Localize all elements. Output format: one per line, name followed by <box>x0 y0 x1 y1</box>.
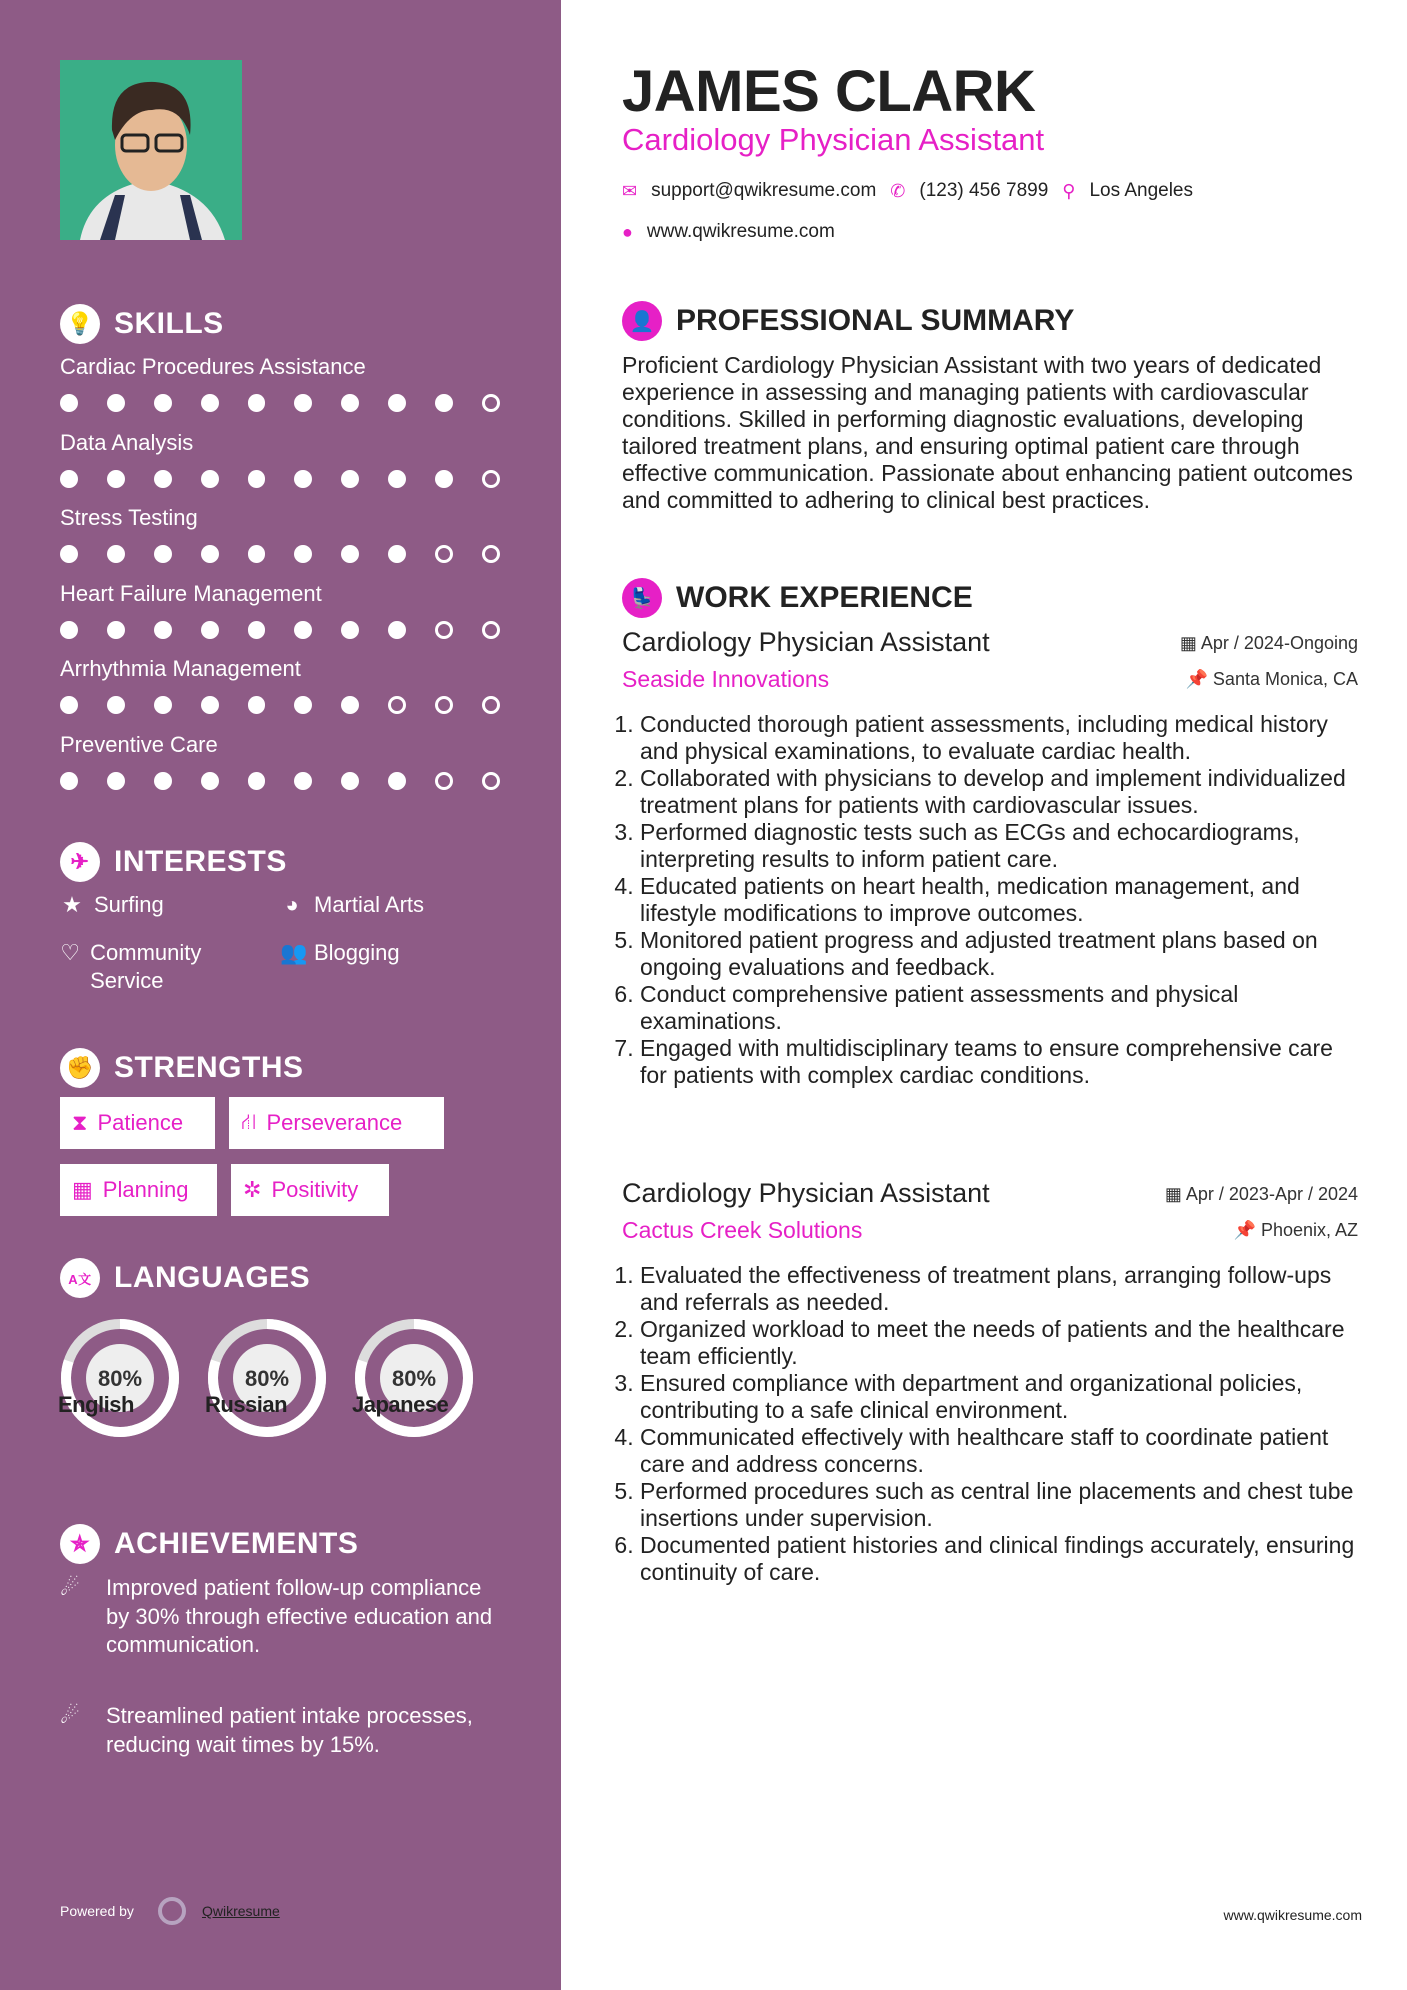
work-heading: 💺 WORK EXPERIENCE <box>622 578 973 618</box>
rating-dot <box>294 470 312 488</box>
skill-item <box>60 732 500 790</box>
language-percent: 80% <box>391 1366 437 1391</box>
rating-dot <box>388 772 406 790</box>
language-progress-ring <box>58 1316 182 1440</box>
rating-dot <box>482 470 500 488</box>
company-name: Cactus Creek Solutions <box>622 1217 863 1243</box>
rating-dot <box>341 394 359 412</box>
calendar-icon: ▦ <box>72 1177 93 1202</box>
language-icon: A文 <box>60 1258 100 1298</box>
job-entry <box>622 627 1358 1089</box>
skill-rating <box>60 772 500 790</box>
email-link[interactable]: support@qwikresume.com <box>651 180 877 201</box>
rating-dot <box>248 545 266 563</box>
rating-dot <box>482 696 500 714</box>
star-icon: ★ <box>62 892 82 917</box>
interest-item: ★ Surfing <box>60 891 164 919</box>
language-percent: 80% <box>244 1366 290 1391</box>
skill-rating <box>60 470 500 488</box>
rating-dot <box>294 772 312 790</box>
sun-icon: ✲ <box>243 1177 262 1202</box>
candidate-title: Cardiology Physician Assistant <box>622 122 1045 157</box>
rating-dot <box>435 394 453 412</box>
language-item <box>205 1316 329 1445</box>
road-icon: ⛙ <box>241 1108 257 1134</box>
job-title: Cardiology Physician Assistant <box>622 627 990 657</box>
interest-item: 👥 Blogging <box>280 940 400 965</box>
skill-rating <box>60 696 500 714</box>
job-date: ▦ Apr / 2023-Apr / 2024 <box>1164 1184 1358 1204</box>
contact-row <box>622 180 1193 202</box>
rating-dot <box>341 696 359 714</box>
rating-dot <box>201 394 219 412</box>
language-name: Russian <box>205 1392 288 1417</box>
rating-dot <box>60 772 78 790</box>
skill-label: Heart Failure Management <box>60 580 322 606</box>
job-date: ▦ Apr / 2024-Ongoing <box>1179 633 1358 653</box>
paper-plane-icon: ✈ <box>60 842 100 882</box>
achievements-heading: ✯ ACHIEVEMENTS <box>60 1524 358 1564</box>
rating-dot <box>341 545 359 563</box>
rating-dot <box>154 470 172 488</box>
globe-icon: ● <box>622 221 633 242</box>
rating-dot <box>154 772 172 790</box>
interest-item: ◕ Martial Arts <box>280 891 424 919</box>
lightbulb-icon: 💡 <box>60 304 100 344</box>
rating-dot <box>248 772 266 790</box>
job-bullet: 3. Ensured compliance with department and organizational policies, contributing to a safe clinical environment. <box>640 1370 1358 1424</box>
rating-dot <box>341 470 359 488</box>
rating-dot <box>482 772 500 790</box>
skill-label: Preventive Care <box>60 731 218 757</box>
skill-label: Data Analysis <box>60 429 194 455</box>
rating-dot <box>341 772 359 790</box>
job-bullet: 1. Conducted thorough patient assessments, including medical history and physical examinations, to evaluate cardiac health. <box>640 711 1358 765</box>
rating-dot <box>60 394 78 412</box>
skill-item <box>60 430 500 488</box>
company-name: Seaside Innovations <box>622 666 830 692</box>
rating-dot <box>201 772 219 790</box>
achievement-item: ☄ Streamlined patient intake processes, reducing wait times by 15%. <box>60 1702 500 1759</box>
user-icon: 👤 <box>622 301 662 341</box>
rating-dot <box>435 696 453 714</box>
rating-dot <box>435 621 453 639</box>
skill-label: Arrhythmia Management <box>60 656 301 681</box>
achievement-item: ☄ Improved patient follow-up compliance by 30% through effective education and communication. <box>60 1574 500 1660</box>
rating-dot <box>341 621 359 639</box>
rating-dot <box>388 545 406 563</box>
interest-item: ♡ Community Service <box>60 940 202 993</box>
strengths-heading: ✊ STRENGTHS <box>60 1048 304 1088</box>
rating-dot <box>388 621 406 639</box>
rating-dot <box>60 621 78 639</box>
profile-photo <box>60 60 242 240</box>
job-entry <box>622 1178 1358 1586</box>
rating-dot <box>482 545 500 563</box>
skill-rating <box>60 545 500 563</box>
location-text: Los Angeles <box>1089 180 1193 201</box>
job-location: 📌 Phoenix, AZ <box>1233 1220 1358 1240</box>
skill-item <box>60 505 500 563</box>
powered-by-label: Powered by <box>60 1903 134 1919</box>
job-bullet: 1. Evaluated the effectiveness of treatment plans, arranging follow-ups and referrals as needed. <box>640 1262 1358 1316</box>
rating-dot <box>201 696 219 714</box>
hand-icon: ♡ <box>60 940 80 965</box>
phone-text: (123) 456 7899 <box>919 180 1049 201</box>
skill-rating <box>60 394 500 412</box>
rating-dot <box>154 545 172 563</box>
language-progress-ring <box>205 1316 329 1440</box>
skill-label: Stress Testing <box>60 505 198 530</box>
calendar-icon: ▦ <box>1164 1184 1186 1204</box>
qwikresume-link[interactable]: Qwikresume <box>202 1903 280 1919</box>
skill-label: Cardiac Procedures Assistance <box>60 354 366 379</box>
job-title: Cardiology Physician Assistant <box>622 1178 990 1208</box>
rating-dot <box>294 696 312 714</box>
rating-dot <box>388 696 406 714</box>
language-progress-ring <box>352 1316 476 1440</box>
interests-heading: ✈ INTERESTS <box>60 842 287 882</box>
rating-dot <box>388 470 406 488</box>
rating-dot <box>107 470 125 488</box>
rating-dot <box>435 545 453 563</box>
users-icon: 👥 <box>280 940 308 965</box>
sidebar <box>0 0 561 1990</box>
rating-dot <box>154 394 172 412</box>
website-row <box>622 221 835 243</box>
job-bullet: 6. Conduct comprehensive patient assessments and physical examinations. <box>640 981 1358 1035</box>
rating-dot <box>388 394 406 412</box>
rating-dot <box>107 696 125 714</box>
job-bullet: 7. Engaged with multidisciplinary teams to ensure comprehensive care for patients with complex cardiac conditions. <box>640 1035 1358 1089</box>
summary-text: Proficient Cardiology Physician Assistant with two years of dedicated experience in assessing and managing patients with cardiovascular conditions. Skilled in performing diagnostic evaluations, developing tailored treatment plans, and ensuring optimal patient care through effective communication. Passionate about enhancing patient outcomes and committed to adhering to clinical best practices. <box>622 352 1353 513</box>
rating-dot <box>248 621 266 639</box>
rating-dot <box>294 621 312 639</box>
job-bullet: 5. Monitored patient progress and adjusted treatment plans based on ongoing evaluations and feedback. <box>640 927 1358 981</box>
rating-dot <box>60 470 78 488</box>
rating-dot <box>482 621 500 639</box>
job-bullet: 4. Educated patients on heart health, medication management, and lifestyle modifications to improve outcomes. <box>640 873 1358 927</box>
rating-dot <box>248 696 266 714</box>
job-bullet: 4. Communicated effectively with healthcare staff to coordinate patient care and address concerns. <box>640 1424 1358 1478</box>
rating-dot <box>154 621 172 639</box>
rating-dot <box>482 394 500 412</box>
languages-heading: A文 LANGUAGES <box>60 1258 310 1298</box>
rating-dot <box>60 545 78 563</box>
skill-item <box>60 354 500 412</box>
job-bullet: 2. Collaborated with physicians to develop and implement individualized treatment plans for patients with cardiovascular issues. <box>640 765 1358 819</box>
hourglass-icon: ⧗ <box>72 1110 88 1135</box>
strength-tag: ✲ Positivity <box>231 1164 389 1216</box>
candidate-name: JAMES CLARK <box>622 59 1036 124</box>
rating-dot <box>154 696 172 714</box>
rating-dot <box>201 545 219 563</box>
strength-tag: ⛙ Perseverance <box>229 1097 444 1149</box>
rating-dot <box>107 545 125 563</box>
rating-dot <box>201 621 219 639</box>
skill-rating <box>60 621 500 639</box>
rating-dot <box>201 470 219 488</box>
qwikresume-logo-icon <box>158 1897 186 1925</box>
job-bullet: 2. Organized workload to meet the needs of patients and the healthcare team efficiently. <box>640 1316 1358 1370</box>
rating-dot <box>435 772 453 790</box>
achievement-star-icon: ✯ <box>60 1524 100 1564</box>
envelope-icon: ✉ <box>622 180 638 201</box>
language-item <box>58 1316 182 1445</box>
rating-dot <box>294 394 312 412</box>
job-bullet: 3. Performed diagnostic tests such as ECGs and echocardiograms, interpreting results to inform patient care. <box>640 819 1358 873</box>
office-chair-icon: 💺 <box>622 578 662 618</box>
strength-tag: ▦ Planning <box>60 1164 217 1216</box>
pin-icon: 📌 <box>1233 1220 1261 1240</box>
phone-icon: ✆ <box>890 180 906 201</box>
job-bullet: 6. Documented patient histories and clinical findings accurately, ensuring continuity of care. <box>640 1532 1358 1586</box>
shooting-star-icon: ☄ <box>60 1575 80 1600</box>
globe-icon: ◕ <box>285 892 299 917</box>
website-link[interactable]: www.qwikresume.com <box>646 221 835 242</box>
skill-item <box>60 656 500 714</box>
rating-dot <box>107 621 125 639</box>
shooting-star-icon: ☄ <box>60 1703 80 1728</box>
job-bullets <box>622 711 1358 1089</box>
rating-dot <box>294 545 312 563</box>
job-bullets <box>622 1262 1358 1586</box>
job-bullet: 5. Performed procedures such as central line placements and chest tube insertions under supervision. <box>640 1478 1358 1532</box>
rating-dot <box>435 470 453 488</box>
rating-dot <box>248 470 266 488</box>
rating-dot <box>248 394 266 412</box>
rating-dot <box>107 772 125 790</box>
fist-icon: ✊ <box>60 1048 100 1088</box>
language-name: Japanese <box>352 1392 449 1417</box>
pin-icon: 📌 <box>1185 669 1213 689</box>
location-pin-icon: ⚲ <box>1062 180 1076 201</box>
language-name: English <box>58 1392 134 1417</box>
language-percent: 80% <box>97 1366 143 1391</box>
footer-website[interactable]: www.qwikresume.com <box>1223 1907 1362 1923</box>
skills-heading: 💡 SKILLS <box>60 304 224 344</box>
language-item <box>352 1316 476 1445</box>
rating-dot <box>60 696 78 714</box>
strength-tag: ⧗ Patience <box>60 1097 215 1149</box>
job-location: 📌 Santa Monica, CA <box>1185 669 1358 689</box>
summary-heading: 👤 PROFESSIONAL SUMMARY <box>622 301 1074 341</box>
rating-dot <box>107 394 125 412</box>
skill-item <box>60 581 500 639</box>
calendar-icon: ▦ <box>1179 633 1201 653</box>
